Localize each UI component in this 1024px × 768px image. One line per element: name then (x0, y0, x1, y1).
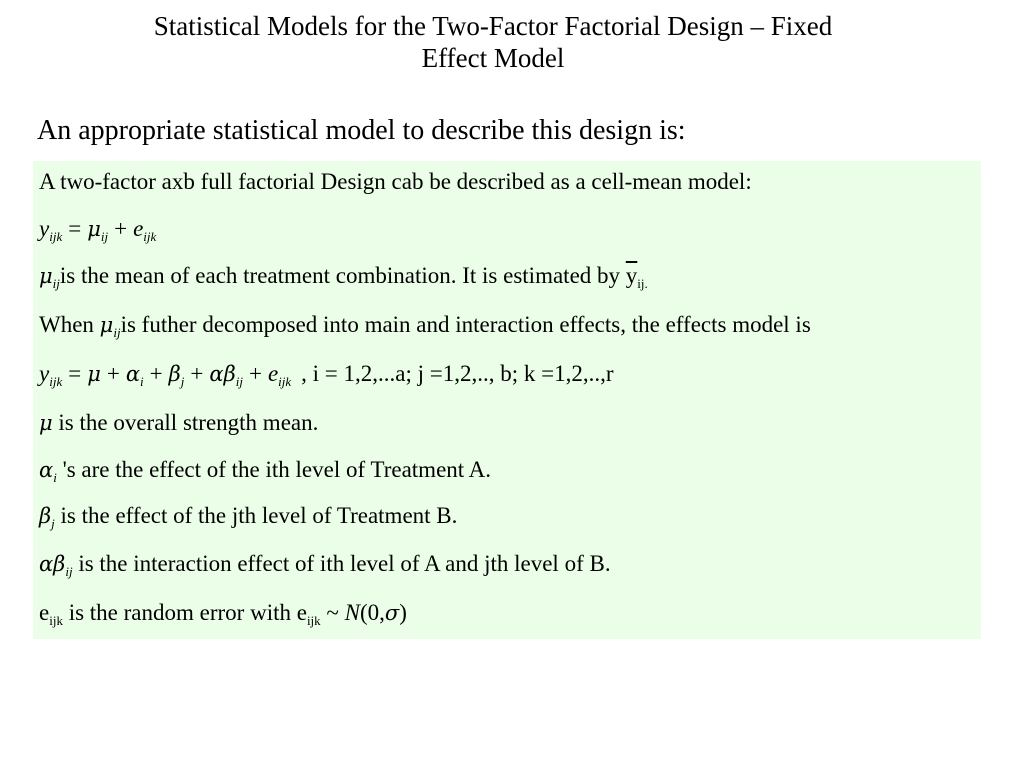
decomposition-prefix: When (39, 312, 100, 337)
y-symbol: y (39, 216, 50, 241)
cell-mean-description: A two-factor axb full factorial Design cab be described as a cell-mean model: (39, 169, 752, 194)
random-error-line (39, 599, 407, 627)
y-bar-subscript: ij. (637, 276, 648, 291)
e-subscript: ijk (49, 613, 63, 628)
beta-symbol: β (168, 362, 181, 386)
plus-sign: + (106, 361, 120, 386)
y-bar-symbol: $\overline{y}$ (625, 263, 638, 288)
e-subscript: ijk (143, 229, 157, 244)
y-subscript: ijk (49, 374, 63, 389)
treatment-a-effect-line (39, 456, 491, 484)
slide-title-line1: Statistical Models for the Two-Factor Factorial Design – Fixed (153, 11, 833, 41)
y-subscript: ijk (49, 229, 63, 244)
interaction-effect-line (39, 550, 611, 578)
normal-dist-symbol: N (344, 600, 360, 625)
interaction-effect-text: is the interaction effect of ith level of A and jth level of B. (72, 551, 611, 576)
effects-model-equation (39, 360, 614, 388)
e-subscript: ijk (278, 374, 292, 389)
e-symbol: e (133, 216, 144, 241)
alpha-subscript: i (140, 374, 144, 389)
slide-title (40, 10, 946, 74)
alpha-subscript: i (53, 470, 57, 485)
e-symbol: e (39, 600, 50, 625)
overall-mean-line (39, 409, 318, 437)
mu-symbol: μ (87, 362, 101, 386)
plus-sign: + (114, 216, 128, 241)
sigma-symbol: σ (384, 601, 400, 625)
random-error-text: is the random error with e (62, 600, 307, 625)
treatment-b-effect-line (39, 502, 457, 530)
mu-subscript: ij (52, 276, 60, 291)
alpha-symbol: α (39, 458, 54, 482)
beta-subscript: j (180, 374, 185, 389)
y-symbol: y (39, 361, 50, 386)
alpha-beta-subscript: ij (65, 564, 73, 579)
close-paren: ) (399, 600, 407, 625)
normal-dist-args: (0, (359, 600, 385, 625)
alpha-symbol: α (125, 362, 141, 386)
alpha-beta-subscript: ij (235, 374, 243, 389)
alpha-beta-symbol: αβ (209, 362, 236, 386)
e-symbol: e (267, 361, 279, 386)
mu-symbol: μ (87, 217, 101, 241)
e-subscript: ijk (306, 613, 321, 628)
decomposition-text: is futher decomposed into main and interaction effects, the effects model is (120, 312, 811, 337)
mu-symbol: μ (39, 264, 53, 288)
index-ranges: , i = 1,2,...a; j =1,2,.., b; k =1,2,..,r (301, 361, 614, 386)
mu-symbol: μ (99, 313, 114, 337)
equals-sign: = (68, 361, 82, 386)
treatment-b-effect-text: is the effect of the jth level of Treatment B. (54, 503, 458, 528)
plus-sign: + (149, 361, 163, 386)
overall-mean-text: is the overall strength mean. (52, 410, 319, 435)
decomposition-line (39, 311, 811, 339)
treatment-mean-line (39, 262, 648, 290)
mu-subscript: ij (113, 325, 121, 340)
tilde-sign: ~ (320, 600, 345, 625)
plus-sign: + (190, 361, 204, 386)
mu-symbol: μ (39, 411, 53, 435)
slide-title-line2: Effect Model (421, 43, 565, 73)
alpha-beta-symbol: αβ (39, 552, 66, 576)
beta-symbol: β (39, 504, 52, 528)
equals-sign: = (68, 216, 82, 241)
beta-subscript: j (51, 516, 55, 531)
cell-mean-equation (39, 215, 156, 243)
treatment-mean-text: is the mean of each treatment combination. It is estimated by (59, 263, 626, 288)
mu-subscript: ij (100, 229, 109, 244)
model-panel (33, 161, 981, 639)
plus-sign: + (248, 361, 262, 386)
intro-text: An appropriate statistical model to describe this design is: (37, 115, 686, 146)
treatment-a-effect-text: 's are the effect of the ith level of Treatment A. (56, 457, 492, 482)
